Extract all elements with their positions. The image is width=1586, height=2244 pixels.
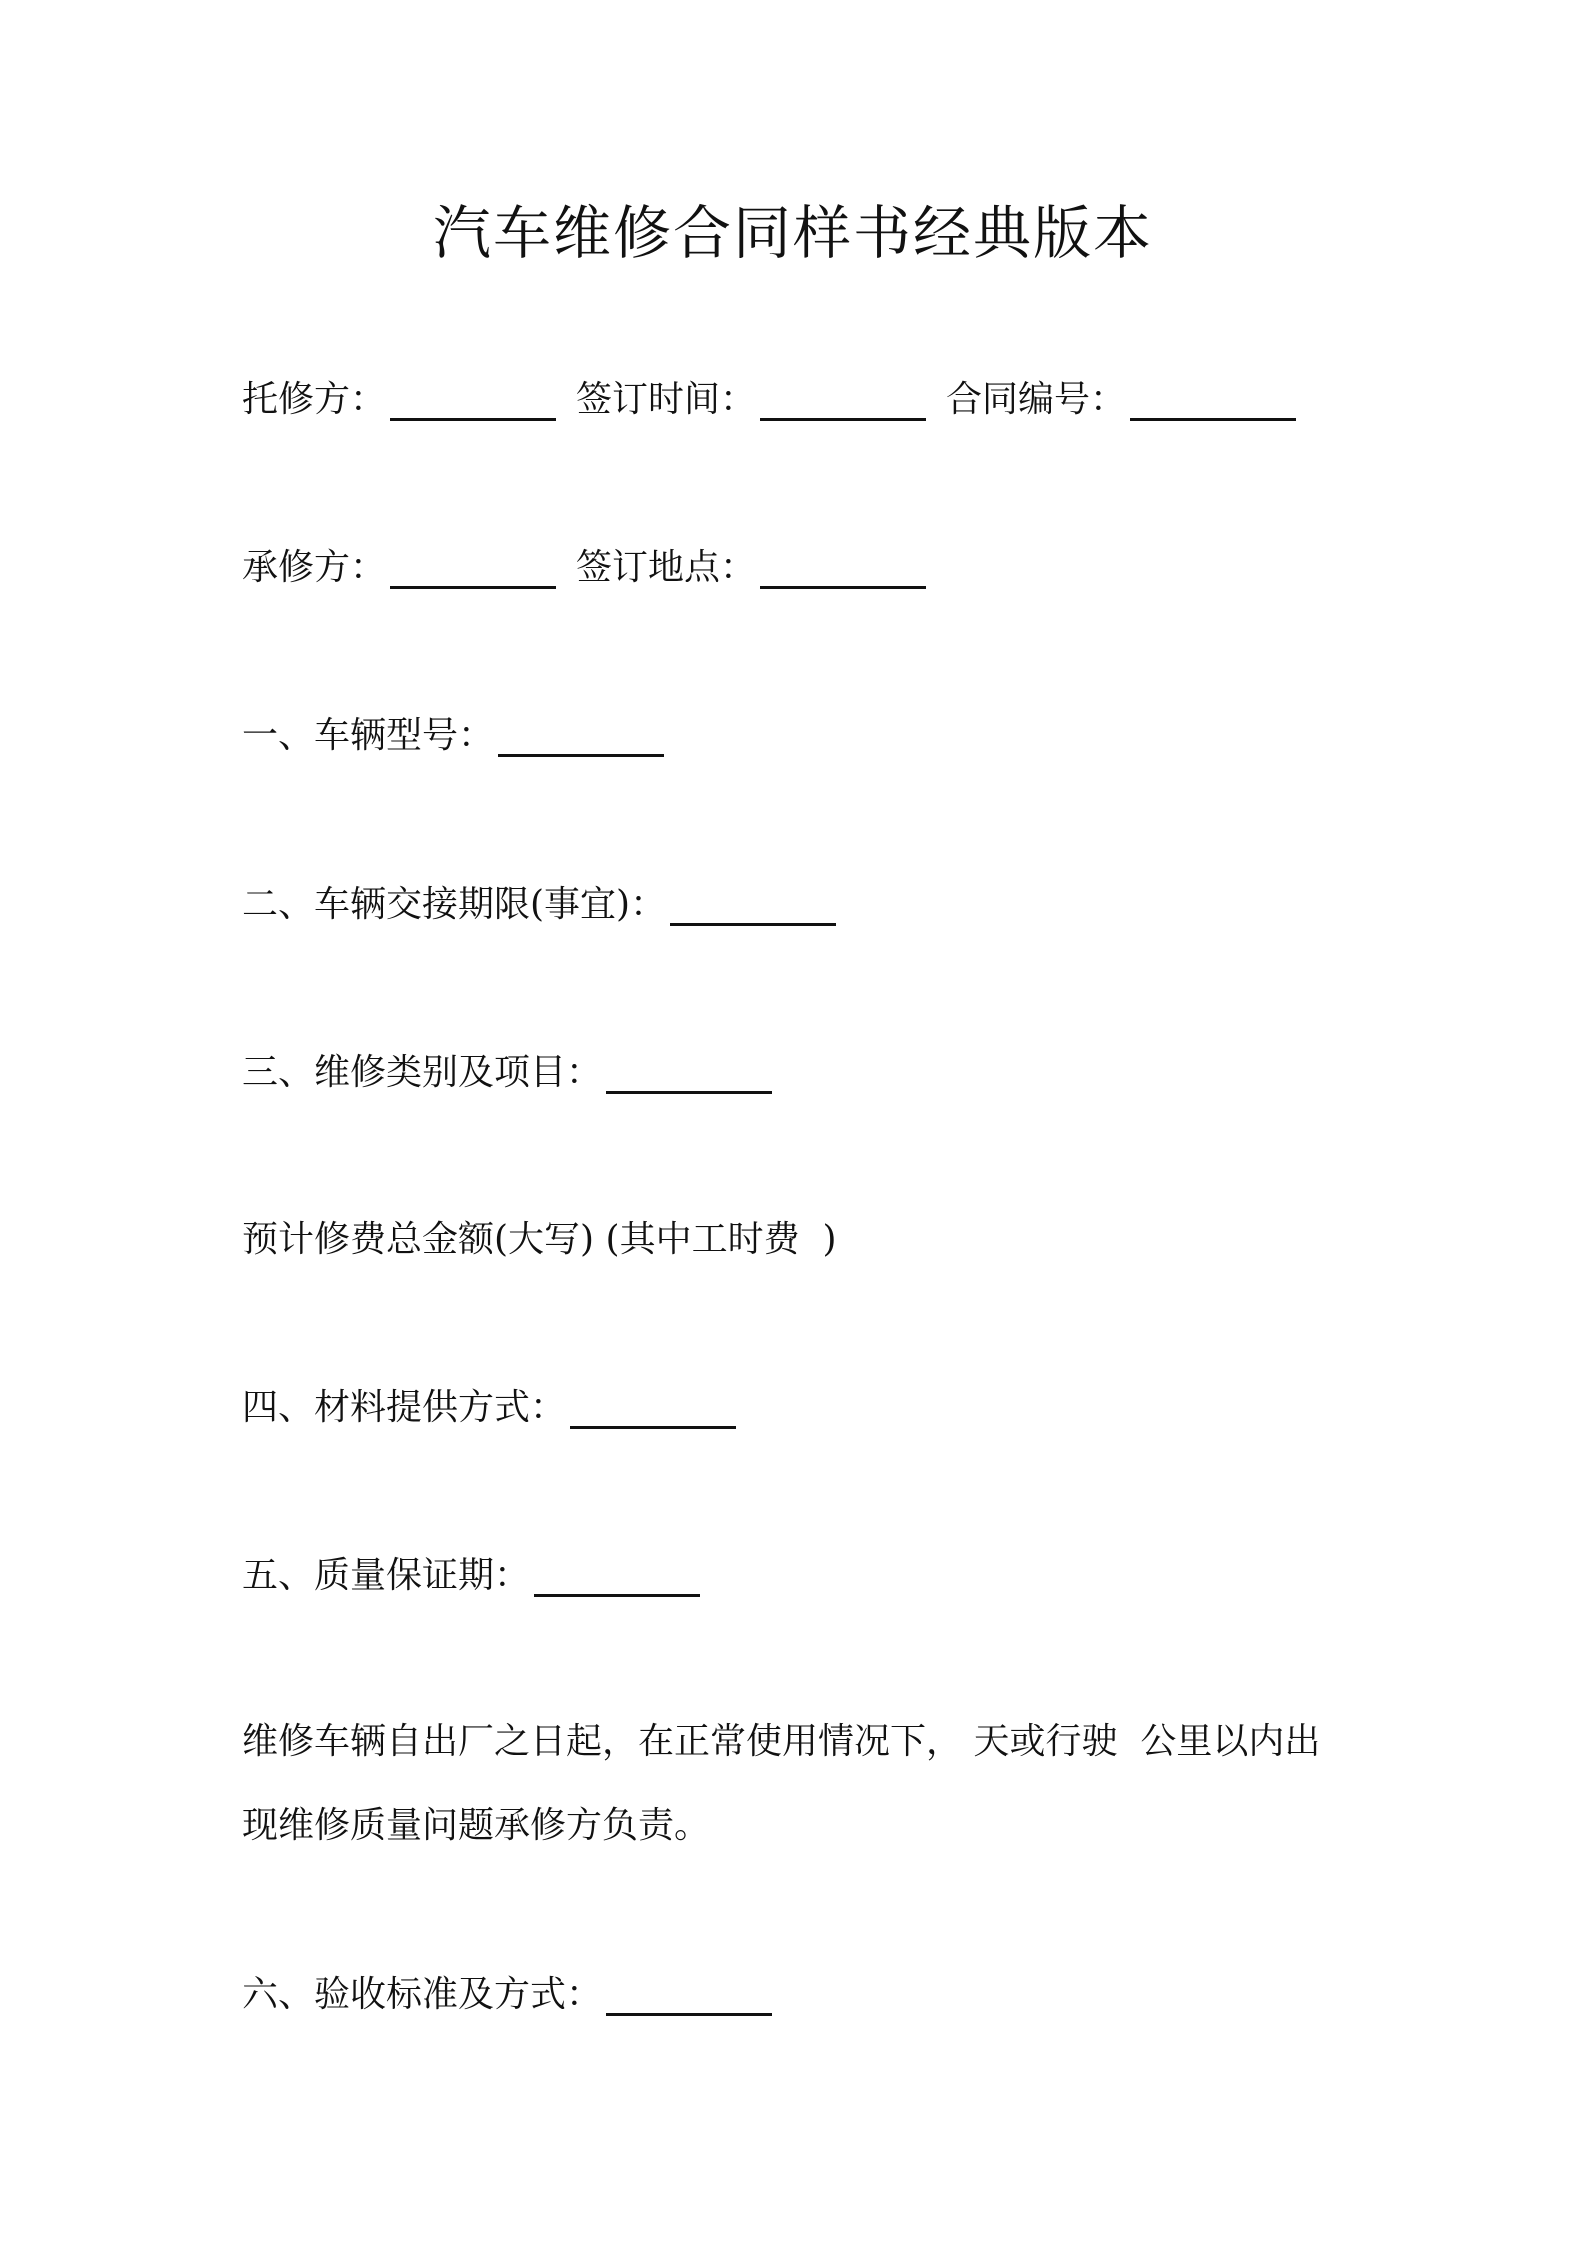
- client-blank: [390, 384, 556, 421]
- material-supply-label: 四、材料提供方式：: [242, 1387, 567, 1428]
- acceptance-blank: [606, 1979, 772, 2016]
- client-label: 托修方：: [242, 379, 387, 420]
- item-material-supply: [242, 1383, 736, 1433]
- repair-category-label: 三、维修类别及项目：: [242, 1052, 603, 1093]
- acceptance-label: 六、验收标准及方式：: [242, 1974, 603, 2015]
- item-acceptance: [242, 1970, 772, 2020]
- warranty-text-line-2: 现维修质量问题承修方负责。: [242, 1805, 711, 1846]
- vehicle-model-label: 一、车辆型号：: [242, 715, 495, 756]
- material-supply-blank: [570, 1392, 736, 1429]
- warranty-text-line-1: 维修车辆自出厂之日起，在正常使用情况下， 天或行驶 公里以内出: [242, 1721, 1321, 1762]
- contract-number-blank: [1130, 384, 1296, 421]
- item-vehicle-model: [242, 711, 664, 761]
- repairer-blank: [390, 552, 556, 589]
- item-repair-category: [242, 1048, 772, 1098]
- item-estimated-cost: [242, 1215, 837, 1265]
- handover-period-label: 二、车辆交接期限(事宜)：: [242, 884, 667, 925]
- document-title: 汽车维修合同样书经典版本: [432, 199, 1153, 267]
- header-row-2: [242, 543, 926, 593]
- sign-time-blank: [760, 384, 926, 421]
- repair-category-blank: [606, 1057, 772, 1094]
- warranty-period-blank: [534, 1560, 700, 1597]
- warranty-period-label: 五、质量保证期：: [242, 1555, 531, 1596]
- estimated-cost-text: 预计修费总金额(大写) (其中工时费 ): [242, 1219, 837, 1260]
- warranty-paragraph: [242, 1700, 1372, 1868]
- handover-period-blank: [670, 889, 836, 926]
- vehicle-model-blank: [498, 720, 664, 757]
- item-handover-period: [242, 880, 836, 930]
- sign-place-blank: [760, 552, 926, 589]
- header-row-1: [242, 375, 1296, 425]
- item-warranty-period: [242, 1551, 700, 1601]
- repairer-label: 承修方：: [242, 547, 387, 588]
- contract-number-label: 合同编号：: [946, 379, 1127, 420]
- sign-place-label: 签订地点：: [576, 547, 757, 588]
- sign-time-label: 签订时间：: [576, 379, 757, 420]
